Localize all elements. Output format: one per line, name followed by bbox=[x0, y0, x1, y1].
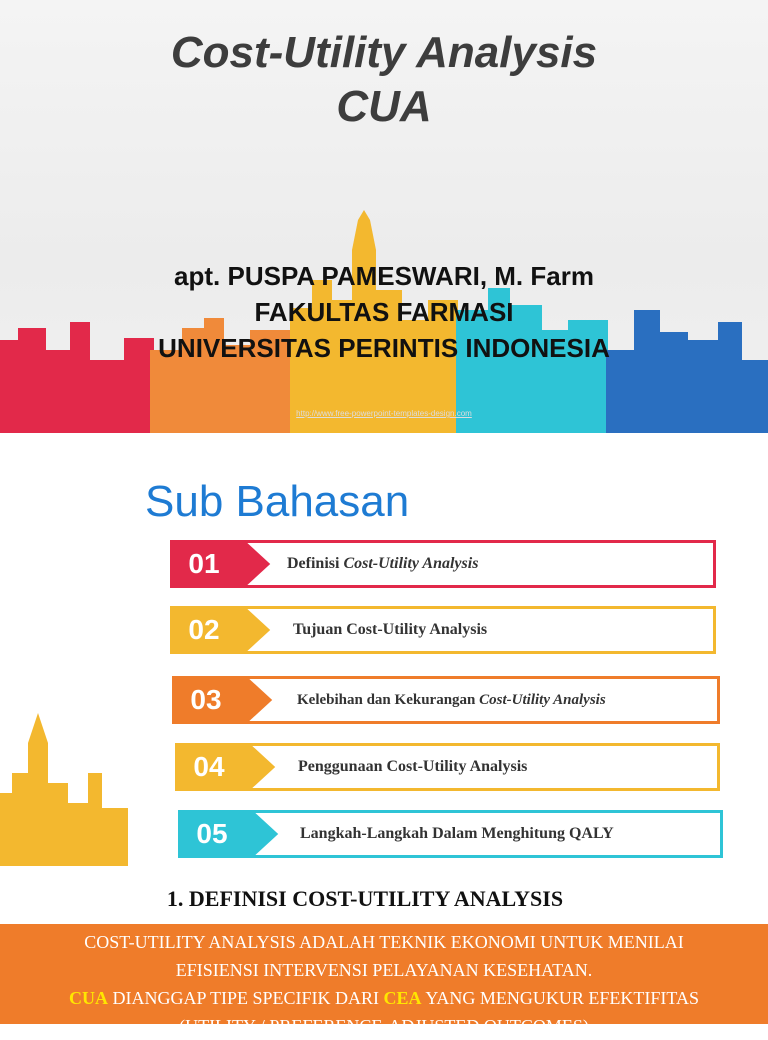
sub-topic-label: Langkah-Langkah Dalam Menghitung QALY bbox=[300, 825, 614, 842]
sub-topic-item-4 bbox=[175, 743, 720, 791]
sub-topic-text bbox=[300, 813, 614, 855]
definition-line-3 bbox=[0, 984, 768, 1012]
sub-topic-label: Penggunaan Cost-Utility Analysis bbox=[298, 758, 528, 775]
cua-highlight: CUA bbox=[69, 988, 109, 1008]
sub-topic-number: 01 bbox=[170, 540, 244, 588]
number-arrow-tip bbox=[244, 540, 268, 588]
definition-text bbox=[0, 928, 768, 1040]
sub-topic-number: 05 bbox=[178, 810, 252, 858]
definition-line-3-end: YANG MENGUKUR EFEKTIFITAS bbox=[421, 988, 699, 1008]
author-name: apt. PUSPA PAMESWARI, M. Farm bbox=[174, 261, 594, 291]
sub-topic-text bbox=[297, 679, 606, 721]
definition-heading: 1. DEFINISI COST-UTILITY ANALYSIS bbox=[166, 886, 564, 911]
sub-topic-italic-label: Cost-Utility Analysis bbox=[343, 555, 479, 572]
sub-topic-number: 03 bbox=[172, 676, 246, 724]
left-city-skyline bbox=[0, 713, 130, 866]
definition-line-1: COST-UTILITY ANALYSIS ADALAH TEKNIK EKONOMI UNTUK MENILAI bbox=[84, 932, 684, 952]
number-arrow-tip bbox=[252, 810, 276, 858]
faculty-name: FAKULTAS FARMASI bbox=[254, 297, 514, 327]
title-line-1: Cost-Utility Analysis bbox=[170, 28, 598, 77]
title-slide bbox=[0, 0, 768, 433]
number-arrow-tip bbox=[249, 743, 273, 791]
sub-topic-item-3 bbox=[172, 676, 720, 724]
university-name: UNIVERSITAS PERINTIS INDONESIA bbox=[158, 333, 610, 363]
definition-line-4: (UTILITY / PREFERENCE-ADJUSTED OUTCOMES) bbox=[179, 1016, 589, 1036]
sub-topic-label: Tujuan Cost-Utility Analysis bbox=[293, 621, 488, 638]
sub-topic-text bbox=[293, 609, 487, 651]
cea-highlight: CEA bbox=[383, 988, 422, 1008]
sub-topic-label: Kelebihan dan Kekurangan bbox=[297, 692, 480, 708]
sub-topic-text bbox=[287, 543, 478, 585]
author-block bbox=[0, 258, 768, 366]
number-arrow-tip bbox=[246, 676, 270, 724]
sub-topic-item-2 bbox=[170, 606, 716, 654]
sub-topics-heading: Sub Bahasan bbox=[145, 477, 410, 526]
sub-topic-item-5 bbox=[178, 810, 723, 858]
template-url-link[interactable]: http://www.free-powerpoint-templates-design.com bbox=[296, 409, 472, 418]
number-arrow-tip bbox=[244, 606, 268, 654]
slide-title bbox=[0, 26, 768, 134]
title-line-2: CUA bbox=[336, 82, 432, 131]
sub-topic-item-1 bbox=[170, 540, 716, 588]
sub-topic-number: 02 bbox=[170, 606, 244, 654]
sub-topic-italic-label: Cost-Utility Analysis bbox=[479, 692, 606, 708]
sub-topics-slide bbox=[0, 433, 768, 866]
sub-topic-label: Definisi bbox=[287, 555, 344, 572]
sub-topic-number: 04 bbox=[175, 743, 249, 791]
definition-slide bbox=[0, 866, 768, 1036]
sub-topic-text bbox=[298, 746, 527, 788]
definition-band bbox=[0, 924, 768, 1036]
definition-line-2: EFISIENSI INTERVENSI PELAYANAN KESEHATAN. bbox=[175, 960, 593, 980]
definition-line-3-text: DIANGGAP TIPE SPECIFIK DARI bbox=[108, 988, 384, 1008]
